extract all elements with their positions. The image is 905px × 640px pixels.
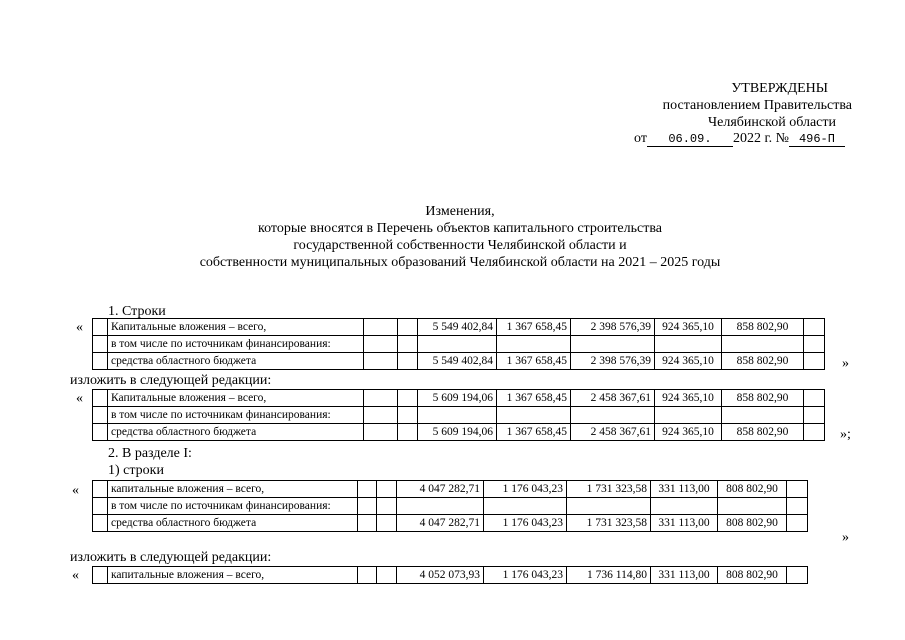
cell-value: 1 176 043,23: [484, 481, 567, 498]
row-label: Капитальные вложения – всего,: [108, 390, 364, 407]
open-quote: «: [76, 391, 83, 406]
cell-value: 924 365,10: [655, 390, 722, 407]
cell-value: 808 802,90: [718, 567, 787, 584]
date-year: 2022 г. №: [732, 131, 789, 146]
cell-value: 5 609 194,06: [418, 390, 497, 407]
approval-title: УТВЕРЖДЕНЫ: [731, 81, 828, 96]
cell-value: 331 113,00: [651, 515, 718, 532]
row-label: в том числе по источникам финансирования:: [108, 407, 364, 424]
section-2-sublabel: 1) строки: [108, 463, 164, 478]
row-label: капитальные вложения – всего,: [108, 481, 358, 498]
cell-value: 2 458 367,61: [571, 424, 655, 441]
table-row: [93, 407, 825, 424]
cell-value: 2 458 367,61: [571, 390, 655, 407]
cell-value: 1 176 043,23: [484, 567, 567, 584]
cell-value: 4 052 073,93: [397, 567, 484, 584]
cell-value: 331 113,00: [651, 567, 718, 584]
row-label: средства областного бюджета: [108, 353, 364, 370]
table-original-rows-2: [92, 480, 808, 532]
table-row: [93, 567, 808, 584]
cell-value: 1 367 658,45: [497, 353, 571, 370]
open-quote: «: [72, 483, 79, 498]
row-label: средства областного бюджета: [108, 424, 364, 441]
cell-value: 858 802,90: [722, 319, 804, 336]
cell-value: 1 367 658,45: [497, 424, 571, 441]
section-1-label: 1. Строки: [108, 304, 166, 319]
table-row: [93, 498, 808, 515]
row-label: в том числе по источникам финансирования:: [108, 336, 364, 353]
row-label: в том числе по источникам финансирования:: [108, 498, 358, 515]
table-original-rows-1: [92, 318, 825, 370]
document-heading: [150, 203, 770, 271]
table-new-rows-1: [92, 389, 825, 441]
approval-line-region: Челябинской области: [708, 115, 836, 130]
table-row: [93, 319, 825, 336]
table-row: [93, 515, 808, 532]
cell-value: 924 365,10: [655, 424, 722, 441]
cell-value: 1 367 658,45: [497, 319, 571, 336]
open-quote: «: [76, 320, 83, 335]
table-new-rows-2: [92, 566, 808, 584]
cell-value: 2 398 576,39: [571, 353, 655, 370]
cell-value: 858 802,90: [722, 424, 804, 441]
cell-value: 4 047 282,71: [397, 515, 484, 532]
cell-value: 1 731 323,58: [567, 481, 651, 498]
cell-value: 924 365,10: [655, 319, 722, 336]
table-row: [93, 336, 825, 353]
cell-value: 808 802,90: [718, 481, 787, 498]
cell-value: 1 736 114,80: [567, 567, 651, 584]
cell-value: 2 398 576,39: [571, 319, 655, 336]
heading-line-2: которые вносятся в Перечень объектов капитального строительства: [258, 221, 662, 236]
date-field: 06.09.: [647, 132, 733, 147]
close-quote: »: [842, 530, 849, 545]
cell-value: 5 549 402,84: [418, 353, 497, 370]
approval-line-government: постановлением Правительства: [662, 98, 852, 113]
table-row: [93, 353, 825, 370]
row-label: средства областного бюджета: [108, 515, 358, 532]
row-label: капитальные вложения – всего,: [108, 567, 358, 584]
approval-block: [600, 80, 870, 131]
open-quote: «: [72, 568, 79, 583]
restate-label-1: изложить в следующей редакции:: [70, 373, 272, 388]
decree-number-field: 496-П: [789, 132, 845, 147]
cell-value: 1 176 043,23: [484, 515, 567, 532]
heading-line-3: государственной собственности Челябинской области и: [293, 238, 627, 253]
close-quote-semicolon: »;: [840, 427, 851, 442]
date-prefix: от: [634, 131, 647, 146]
table-row: [93, 424, 825, 441]
table-row: [93, 390, 825, 407]
cell-value: 4 047 282,71: [397, 481, 484, 498]
heading-line-1: Изменения,: [425, 204, 495, 219]
cell-value: 858 802,90: [722, 390, 804, 407]
restate-label-2: изложить в следующей редакции:: [70, 550, 272, 565]
cell-value: 924 365,10: [655, 353, 722, 370]
cell-value: 1 731 323,58: [567, 515, 651, 532]
section-2-label: 2. В разделе I:: [108, 446, 192, 461]
heading-line-4: собственности муниципальных образований Челябинской области на 2021 – 2025 годы: [199, 255, 721, 270]
cell-value: 331 113,00: [651, 481, 718, 498]
approval-date-line: [634, 131, 845, 147]
row-label: Капитальные вложения – всего,: [108, 319, 364, 336]
cell-value: 808 802,90: [718, 515, 787, 532]
cell-value: 1 367 658,45: [497, 390, 571, 407]
cell-value: 858 802,90: [722, 353, 804, 370]
table-row: [93, 481, 808, 498]
cell-value: 5 609 194,06: [418, 424, 497, 441]
close-quote: »: [842, 356, 849, 371]
cell-value: 5 549 402,84: [418, 319, 497, 336]
